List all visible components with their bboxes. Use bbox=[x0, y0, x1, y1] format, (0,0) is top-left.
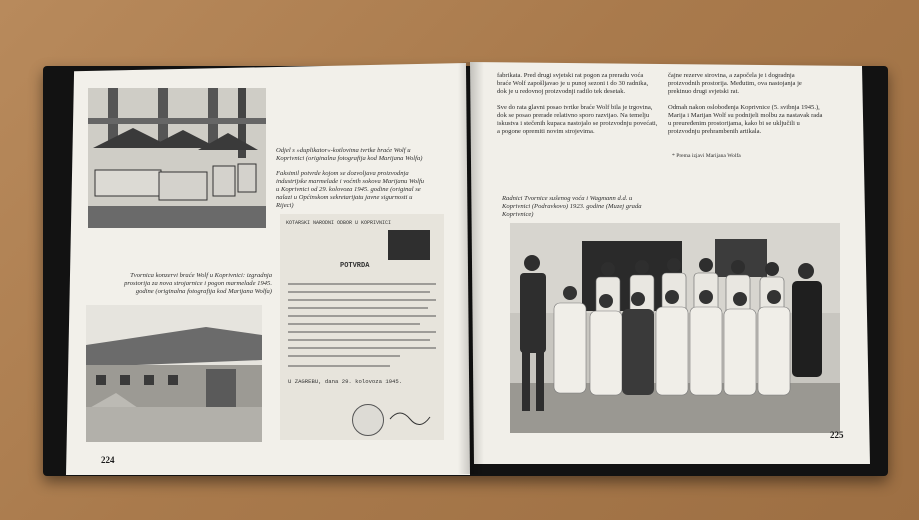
document-caption: Faksimil potvrde kojom se dozvoljava proizvodnja industrijske marmelade i voćnih sokova Marijanu Wolfu u Koprivnici od 29. kolovoza 1945. godine (original se nalazi u Općinskom sekretarijatu javne sigurnosti u Rijeci) bbox=[276, 170, 425, 209]
right-text-column-1: fabrikata. Pred drugi svjetski rat pogon za preradu voća braće Wolf zapošljavao je u punoj sezoni i do 30 radnika, dok je u redovnoj proizvodnji radilo tek desetak. Sve do rata glavni posao tvrtke braće Wolf bila je trgovina, dok se posao prerade relativno sporo razvijao. Na temelju iskustva i stečenih kupaca nastojalo se proizvodnju povećati, a pogone opremiti novim strojevima. bbox=[497, 72, 658, 135]
book-gutter bbox=[458, 62, 484, 474]
factory-caption: Tvornica konzervi braće Wolf u Koprivnici: izgradnja prostorija za nova strojarnice i pogon marmelade 1945. godine (originalna fotografija kod Marijana Wolfa) bbox=[124, 272, 272, 295]
document-header: KOTARSKI NARODNI ODBOR U KOPRIVNICI bbox=[286, 220, 392, 226]
factory-building-photo bbox=[86, 305, 262, 442]
document-title: POTVRDA bbox=[340, 262, 370, 270]
document-date: U ZAGREBU, dana 29. kolovoza 1945. bbox=[288, 378, 403, 385]
kettles-photo bbox=[88, 88, 266, 228]
group-photo-caption: Radnici Tvornice sušenog voća i Wagmann d.d. u Koprivnici (Podravkovo) 1923. godine (Muzej grada Koprivnice) bbox=[502, 195, 642, 218]
footnote: * Prema izjavi Marijana Wolfa bbox=[672, 153, 741, 159]
right-page-number: 225 bbox=[830, 430, 844, 440]
footnote-text: Prema izjavi Marijana Wolfa bbox=[676, 153, 741, 159]
right-text-column-2: čajne rezerve sirovina, a započela je i dogradnja proizvodnih prostorija. Međutim, ova nastojanja je prekinuo drugi svjetski rat. Odmah nakon oslobođenja Koprivnice (5. svibnja 1945.), Marija i Marijan Wolf su podnijeli molbu za nastavak rada u preuređenim prostorijama, kako bi se uključili u proizvodnju prehrambenih artikala. bbox=[668, 72, 823, 135]
workers-group-photo bbox=[510, 223, 840, 433]
kettles-caption: Odjel s »duplikator«-kotlovima tvrtke braće Wolf u Koprivnici (originalna fotografija kod Marijana Wolfa) bbox=[276, 147, 423, 162]
left-page-number: 224 bbox=[101, 455, 115, 465]
document-stamp-icon bbox=[352, 404, 384, 436]
document-facsimile bbox=[280, 214, 444, 440]
